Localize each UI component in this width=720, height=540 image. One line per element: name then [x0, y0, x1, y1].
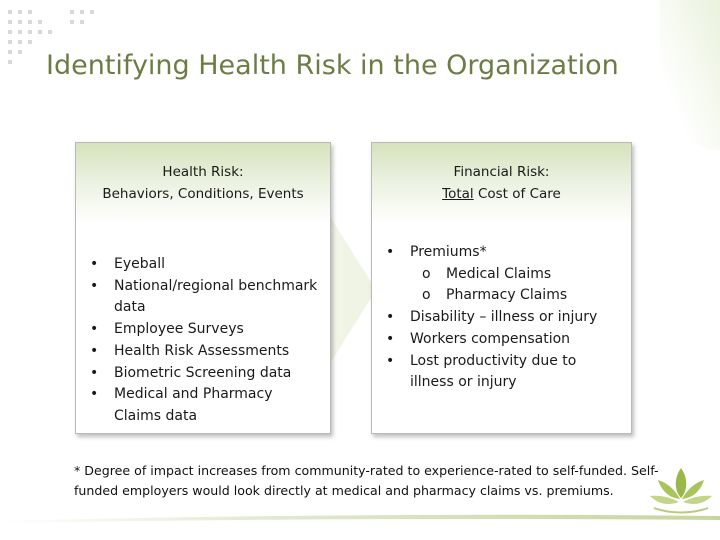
list-item: • Disability – illness or injury	[386, 307, 623, 329]
lotus-leaves-logo-icon	[648, 464, 714, 516]
health-risk-heading: Health Risk:	[162, 164, 244, 180]
sub-bullet-marker: o	[422, 265, 431, 282]
slide-title: Identifying Health Risk in the Organization	[46, 50, 619, 81]
total-underlined: Total	[442, 186, 474, 202]
premiums-sublist	[410, 264, 623, 307]
sub-list-item	[410, 264, 623, 286]
list-item: • Lost productivity due to illness or injury	[386, 351, 623, 394]
bottom-swoosh-decoration	[0, 512, 720, 526]
cost-of-care: Cost of Care	[473, 186, 561, 202]
list-item: • Eyeball	[90, 254, 322, 276]
sub-bullet-marker: o	[422, 287, 431, 304]
financial-risk-subheading	[442, 183, 561, 205]
premiums-label: Premiums*	[410, 244, 487, 260]
corner-decoration	[660, 0, 720, 150]
list-item: • Biometric Screening data	[90, 363, 322, 385]
health-risk-header	[76, 143, 330, 223]
sub-item-text: Pharmacy Claims	[446, 287, 568, 304]
list-item: • Medical and Pharmacy Claims data	[90, 384, 322, 427]
list-item	[386, 242, 623, 307]
list-item: • Health Risk Assessments	[90, 341, 322, 363]
sub-list-item	[410, 285, 623, 307]
health-risk-box	[75, 142, 331, 434]
list-item: • Workers compensation	[386, 329, 623, 351]
financial-risk-heading: Financial Risk:	[453, 164, 550, 180]
financial-risk-box	[371, 142, 632, 434]
footnote: * Degree of impact increases from community-rated to experience-rated to self-funded. Self-funded employers would look directly at medical and pharmacy claims vs. premiums.	[74, 463, 659, 498]
health-risk-list	[76, 254, 330, 428]
health-risk-subheading: Behaviors, Conditions, Events	[102, 186, 304, 202]
list-item: • Employee Surveys	[90, 319, 322, 341]
financial-risk-header	[372, 143, 631, 223]
sub-item-text: Medical Claims	[446, 265, 552, 282]
financial-risk-list	[372, 242, 631, 394]
list-item: • National/regional benchmark data	[90, 276, 322, 319]
